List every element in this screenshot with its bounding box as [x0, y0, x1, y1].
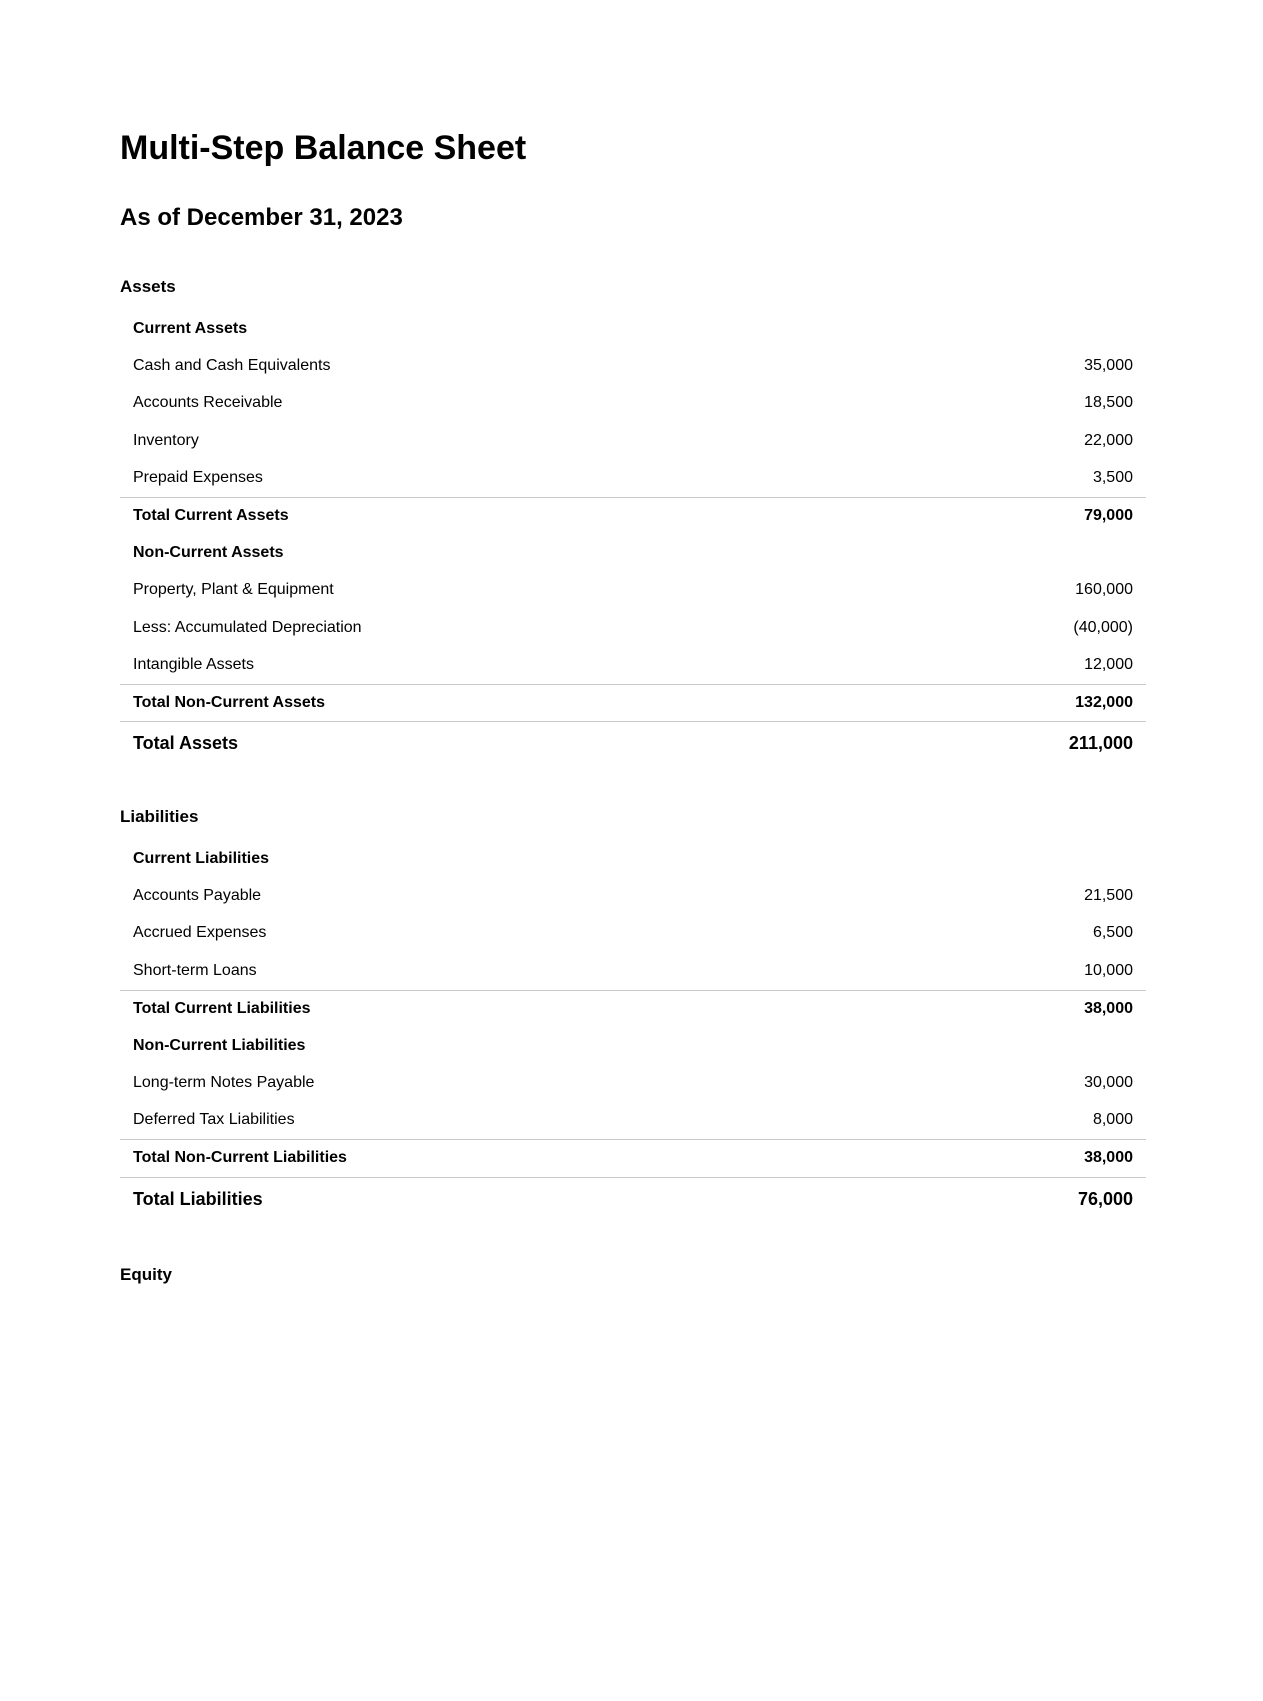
row-label: Total Non-Current Liabilities — [133, 1149, 347, 1167]
row-amount: 79,000 — [1084, 507, 1133, 525]
total-assets-row — [120, 721, 1146, 765]
total-current-liabilities-row — [120, 990, 1146, 1027]
row-amount: 3,500 — [1092, 469, 1133, 487]
non-current-assets-heading — [120, 534, 1146, 571]
total-current-assets-row — [120, 497, 1146, 534]
row-label: Short-term Loans — [133, 961, 257, 979]
table-row — [120, 460, 1146, 497]
row-label: Intangible Assets — [133, 656, 254, 674]
table-row — [120, 915, 1146, 952]
row-amount: 35,000 — [1084, 357, 1133, 375]
current-assets-heading — [120, 310, 1146, 347]
assets-heading: Assets — [120, 277, 176, 296]
row-label: Accounts Receivable — [133, 394, 283, 412]
total-non-current-assets-row — [120, 684, 1146, 721]
liabilities-heading: Liabilities — [120, 807, 199, 826]
row-label: Total Non-Current Assets — [133, 694, 326, 712]
non-current-liabilities-heading — [120, 1027, 1146, 1064]
total-non-current-liabilities-row — [120, 1139, 1146, 1176]
table-row — [120, 877, 1146, 914]
row-label: Accounts Payable — [133, 887, 262, 905]
row-amount: 8,000 — [1092, 1111, 1133, 1129]
row-label: Total Liabilities — [133, 1188, 263, 1209]
row-amount: 76,000 — [1077, 1188, 1133, 1209]
row-amount: 21,500 — [1084, 887, 1133, 905]
row-amount: 38,000 — [1084, 1149, 1133, 1167]
row-label: Long-term Notes Payable — [133, 1074, 315, 1092]
row-label: Total Current Assets — [133, 507, 289, 525]
table-row — [120, 422, 1146, 459]
row-amount: 38,000 — [1084, 999, 1133, 1017]
equity-section — [120, 1261, 1146, 1298]
row-label: Total Assets — [133, 733, 239, 754]
row-label: Inventory — [133, 431, 199, 449]
table-row — [120, 647, 1146, 684]
assets-section — [120, 273, 1146, 765]
row-label: Current Liabilities — [133, 849, 270, 867]
row-label: Property, Plant & Equipment — [133, 581, 334, 599]
row-amount: (40,000) — [1073, 618, 1133, 636]
row-label: Current Assets — [133, 319, 248, 337]
row-amount: 132,000 — [1075, 694, 1133, 712]
row-label: Prepaid Expenses — [133, 469, 263, 487]
row-amount: 30,000 — [1084, 1074, 1133, 1092]
row-label: Non-Current Liabilities — [133, 1036, 306, 1054]
row-amount: 6,500 — [1092, 924, 1133, 942]
table-row — [120, 385, 1146, 422]
row-label: Cash and Cash Equivalents — [133, 357, 331, 375]
row-amount: 211,000 — [1068, 733, 1133, 754]
table-row — [120, 572, 1146, 609]
row-amount: 160,000 — [1075, 581, 1133, 599]
current-liabilities-heading — [120, 840, 1146, 877]
table-row — [120, 952, 1146, 989]
row-label: Non-Current Assets — [133, 544, 284, 562]
row-amount: 18,500 — [1084, 394, 1133, 412]
page-title: Multi-Step Balance Sheet — [120, 129, 527, 167]
row-label: Accrued Expenses — [133, 924, 267, 942]
liabilities-section — [120, 803, 1146, 1221]
page-subtitle: As of December 31, 2023 — [120, 204, 403, 231]
row-amount: 22,000 — [1084, 431, 1133, 449]
total-liabilities-row — [120, 1177, 1146, 1221]
table-row — [120, 1064, 1146, 1101]
equity-heading: Equity — [120, 1265, 172, 1284]
row-amount: 10,000 — [1084, 961, 1133, 979]
row-label: Deferred Tax Liabilities — [133, 1111, 295, 1129]
table-row — [120, 609, 1146, 646]
row-label: Less: Accumulated Depreciation — [133, 618, 362, 636]
table-row — [120, 1102, 1146, 1139]
row-amount: 12,000 — [1084, 656, 1133, 674]
table-row — [120, 347, 1146, 384]
row-label: Total Current Liabilities — [133, 999, 311, 1017]
